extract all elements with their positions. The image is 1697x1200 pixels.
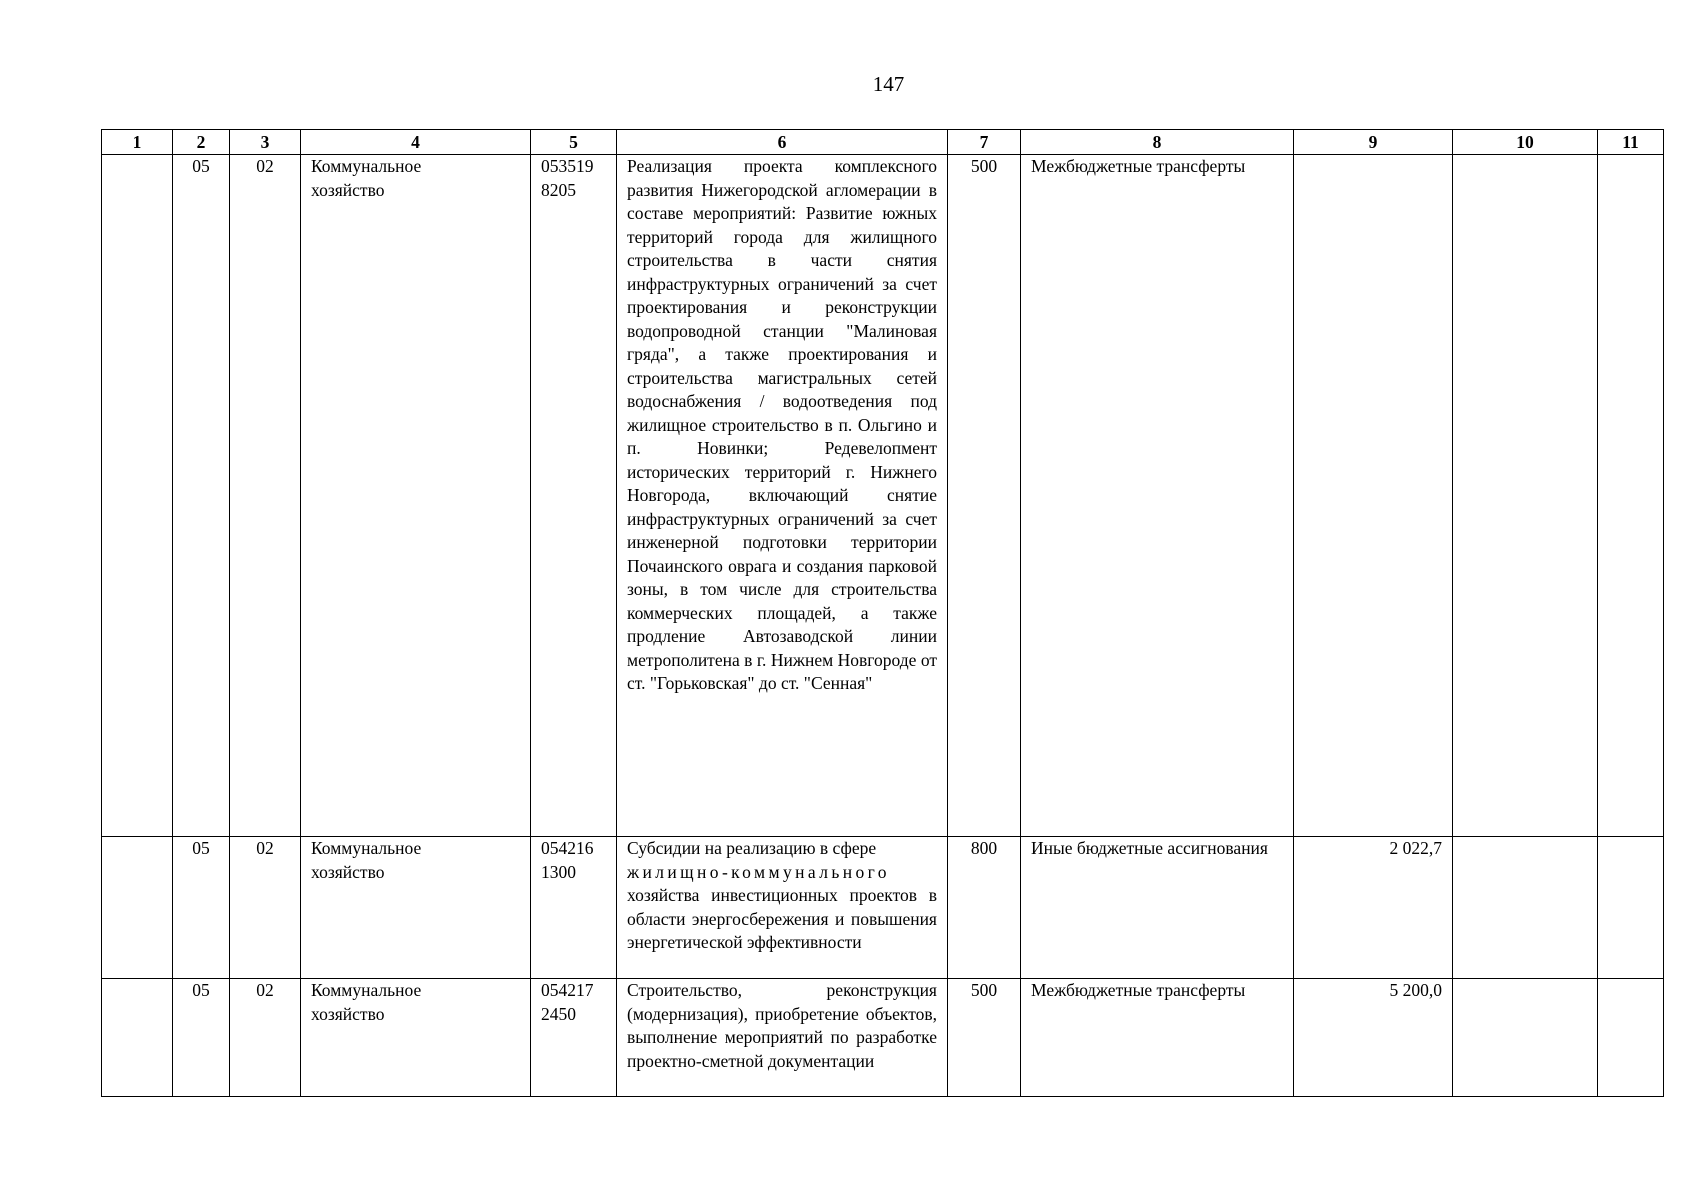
description-text: Строительство, реконструкция (модернизация), приобретение объектов, выполнение мероприятий по разработке проектно-сметной документации [627,980,937,1071]
cell-expense-type: 500 [948,155,1021,837]
header-col-9: 9 [1294,130,1453,155]
cell-section: 05 [173,837,230,979]
page-number: 147 [872,72,905,96]
header-col-5: 5 [531,130,617,155]
cell-section-name [301,979,531,1097]
cell-col-11 [1598,979,1664,1097]
cell-col-10 [1453,837,1598,979]
table-row [102,837,1664,979]
cell-description [617,155,948,837]
header-col-1: 1 [102,130,173,155]
table-row [102,979,1664,1097]
header-col-2: 2 [173,130,230,155]
target-code-line: 1300 [541,861,576,882]
cell-subsection: 02 [230,837,301,979]
cell-expense-name [1021,837,1294,979]
cell-expense-name: Межбюджетные трансферты [1021,155,1294,837]
target-code-line: 2450 [541,1003,576,1024]
cell-col-1 [102,837,173,979]
table-row [102,155,1664,837]
cell-col-10 [1453,979,1598,1097]
section-name-text: Коммунальное хозяйство [311,156,422,200]
header-row [102,130,1664,155]
cell-col-1 [102,979,173,1097]
description-line: Субсидии на реализацию в сфере [627,838,877,858]
header-col-6: 6 [617,130,948,155]
target-code-line: 053519 [541,156,594,176]
cell-col-11 [1598,837,1664,979]
cell-target-code [531,979,617,1097]
cell-description [617,979,948,1097]
cell-section: 05 [173,979,230,1097]
target-code-line: 8205 [541,179,576,200]
header-col-3: 3 [230,130,301,155]
header-col-7: 7 [948,130,1021,155]
cell-amount: 5 200,0 [1294,979,1453,1097]
header-col-10: 10 [1453,130,1598,155]
target-code-line: 054217 [541,980,594,1000]
cell-col-11 [1598,155,1664,837]
cell-section-name [301,837,531,979]
cell-subsection: 02 [230,155,301,837]
cell-amount: 2 022,7 [1294,837,1453,979]
section-name-text: Коммунальное хозяйство [311,838,422,882]
cell-target-code [531,837,617,979]
expense-name-text: Иные бюджетные ассигнования [1031,838,1268,858]
target-code-line: 054216 [541,838,594,858]
cell-target-code [531,155,617,837]
cell-description [617,837,948,979]
cell-amount [1294,155,1453,837]
cell-expense-name: Межбюджетные трансферты [1021,979,1294,1097]
cell-expense-type: 800 [948,837,1021,979]
section-name-text: Коммунальное хозяйство [311,980,422,1024]
header-col-8: 8 [1021,130,1294,155]
cell-section: 05 [173,155,230,837]
description-text: Реализация проекта комплексного развития Нижегородской агломерации в составе мероприятий: Развитие южных территорий города для жилищного строительства в части снятия инфраструктурных ограничений за счет проектирования и реконструкции водопроводной станции "Малиновая гряда", а также проектирования и строительства магистральных сетей водоснабжения / водоотведения под жилищное строительство в п. Ольгино и п. Новинки; Редевелопмент исторических территорий г. Нижнего Новгорода, включающий снятие инфраструктурных ограничений за счет инженерной подготовки территории Почаинского оврага и создания парковой зоны, в том числе для строительства коммерческих площадей, а также продление Автозаводской линии метрополитена в г. Нижнем Новгороде от ст. "Горьковская" до ст. "Сенная" [627,156,937,693]
cell-col-1 [102,155,173,837]
budget-table [101,129,1664,1097]
description-line: жилищно-коммунального [627,861,890,882]
cell-subsection: 02 [230,979,301,1097]
cell-section-name [301,155,531,837]
cell-col-10 [1453,155,1598,837]
header-col-4: 4 [301,130,531,155]
cell-expense-type: 500 [948,979,1021,1097]
header-col-11: 11 [1598,130,1664,155]
description-line: хозяйства инвестиционных проектов в области энергосбережения и повышения энергетической эффективности [627,885,937,952]
